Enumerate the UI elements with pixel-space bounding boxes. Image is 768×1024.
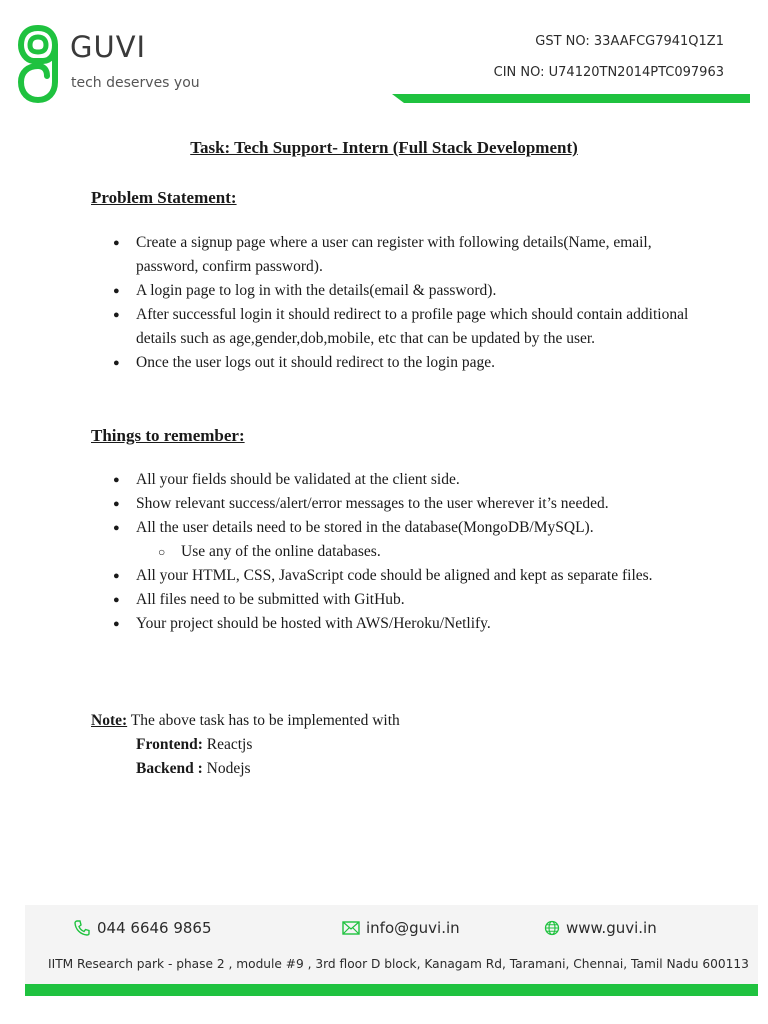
note-text: The above task has to be implemented with [127,712,400,729]
list-item: ● Once the user logs out it should redirect to the login page. [113,351,703,375]
brand-tagline: tech deserves you [71,75,200,91]
frontend-line [91,733,400,757]
list-item: ● After successful login it should redirect to a profile page which should contain additional details such as age,gender,dob,mobile, etc that can be updated by the user. [113,303,703,351]
frontend-value: Reactjs [202,736,253,753]
guvi-logo-icon [17,24,59,104]
header-accent-bar [392,94,750,103]
letterhead-header [0,0,768,110]
frontend-label: Frontend: [136,736,203,753]
footer-address: IITM Research park - phase 2 , module #9 , 3rd floor D block, Kanagam Rd, Taramani, Chennai, Tamil Nadu 600113 [48,957,749,971]
footer [25,905,758,985]
footer-accent-bar [25,984,758,996]
list-item: ● All your HTML, CSS, JavaScript code should be aligned and kept as separate files. [113,564,703,588]
phone-icon [73,919,91,937]
list-item: ● All files need to be submitted with GitHub. [113,588,703,612]
footer-email [342,919,460,937]
list-item: ● Your project should be hosted with AWS/Heroku/Netlify. [113,612,703,636]
phone-number: 044 6646 9865 [97,919,212,937]
list-item [113,516,703,564]
problem-statement-heading: Problem Statement: [91,188,237,207]
brand-name: GUVI [70,30,147,64]
task-title: Task: Tech Support- Intern (Full Stack Development) [190,138,578,157]
footer-phone [73,919,212,937]
gst-number: GST NO: 33AAFCG7941Q1Z1 [535,34,724,49]
globe-icon [544,920,560,936]
email-address[interactable]: info@guvi.in [366,919,460,937]
mail-icon [342,921,360,935]
backend-line [91,757,400,781]
footer-website [544,919,657,937]
things-to-remember-heading: Things to remember: [91,426,245,445]
backend-label: Backend : [136,760,203,777]
list-item-text: All the user details need to be stored in the database(MongoDB/MySQL). [136,519,594,536]
list-item: ● All your fields should be validated at the client side. [113,468,703,492]
list-item: ● Create a signup page where a user can register with following details(Name, email, password, confirm password). [113,231,703,279]
website-url[interactable]: www.guvi.in [566,919,657,937]
problem-list [113,231,703,375]
note-section [91,709,400,781]
note-label: Note: [91,712,128,729]
sub-list-item: ○ Use any of the online databases. [158,540,703,564]
list-item: ● A login page to log in with the details(email & password). [113,279,703,303]
remember-list [113,468,703,636]
sub-list [158,540,703,564]
backend-value: Nodejs [202,760,251,777]
note-line [91,709,400,733]
list-item: ● Show relevant success/alert/error messages to the user wherever it’s needed. [113,492,703,516]
cin-number: CIN NO: U74120TN2014PTC097963 [493,65,724,80]
